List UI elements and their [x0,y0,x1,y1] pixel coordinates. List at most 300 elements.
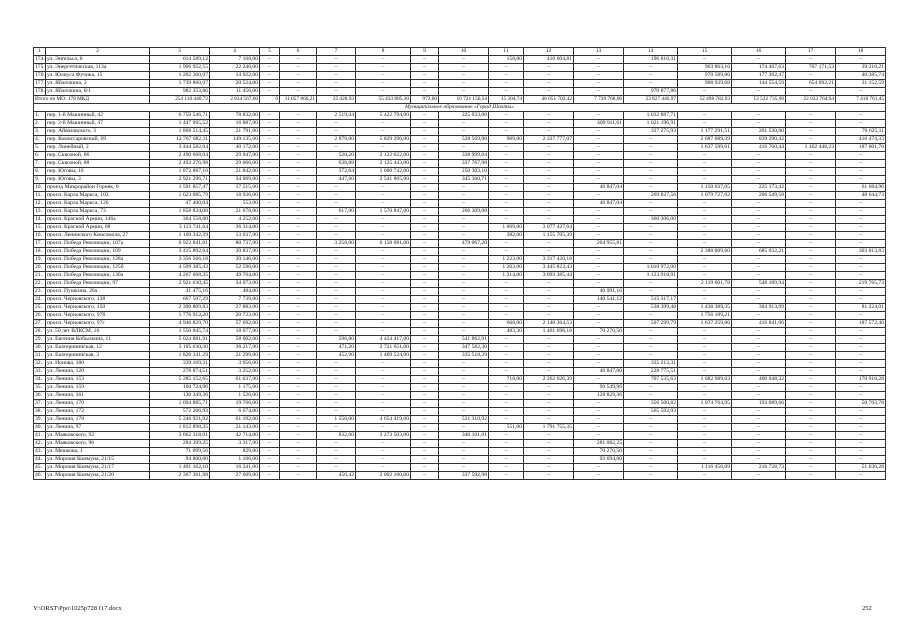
table-cell: – [280,184,317,192]
table-cell: – [786,288,836,296]
table-row [34,280,886,288]
table-cell: – [574,432,624,440]
table-cell: 2 337 777,07 [524,136,574,144]
table-cell: – [411,344,439,352]
table-cell: 19. [34,256,46,264]
table-cell: – [411,432,439,440]
table-cell: – [489,296,524,304]
table-cell: – [489,448,524,456]
table-cell: – [260,136,280,144]
address-cell: просп. Красной Армии, 146а [46,216,150,224]
table-cell: – [356,184,411,192]
table-cell: 1 469 524,00 [356,352,411,360]
total-value: 22 033 764,94 [786,96,836,104]
table-cell: 5 246 921,92 [150,416,210,424]
table-cell: 21 791,00 [210,128,260,136]
table-cell: – [786,216,836,224]
table-cell: – [260,448,280,456]
table-row [34,440,886,448]
table-cell: 33. [34,368,46,376]
address-cell: ул. Евгения Кобылкина, 11 [46,336,150,344]
table-cell: – [524,192,574,200]
table-cell: – [624,392,678,400]
table-cell: – [786,336,836,344]
table-cell: – [574,336,624,344]
table-cell: – [280,456,317,464]
table-cell: 1 203,00 [489,264,524,272]
table-cell: – [411,176,439,184]
table-cell: – [356,376,411,384]
table-cell: – [280,384,317,392]
table-cell: 58 602,00 [210,336,260,344]
table-cell: – [574,312,624,320]
total-value: 25 428,93 [317,96,356,104]
table-cell: – [317,80,356,88]
table-cell: – [732,416,786,424]
table-cell: – [489,360,524,368]
table-cell: 250 303,10 [439,168,489,176]
table-cell: 21 678,00 [210,208,260,216]
table-cell: – [786,376,836,384]
table-cell: 2 388 009,60 [678,248,732,256]
table-row [34,88,886,96]
total-label: Итого по МО: 178 МКД [34,96,150,104]
table-cell: – [678,360,732,368]
table-cell: 3 093 385,44 [524,272,574,280]
table-row [34,192,886,200]
table-cell: – [439,256,489,264]
column-number: 10 [439,48,489,56]
column-number: 2 [46,48,150,56]
section-row [34,104,886,112]
table-cell: – [489,304,524,312]
table-cell: – [624,440,678,448]
table-cell: – [574,424,624,432]
table-cell: 41. [34,432,46,440]
table-cell: 1 637 599,61 [678,144,732,152]
table-cell: – [317,296,356,304]
table-cell: – [524,152,574,160]
table-cell: 39 210,21 [836,64,886,72]
table-cell: – [260,304,280,312]
table-cell: 3 444 582,04 [150,144,210,152]
table-cell: – [574,176,624,184]
table-cell: – [786,192,836,200]
table-cell: 346 101,01 [439,432,489,440]
table-cell: – [356,192,411,200]
table-cell: 6 158 081,00 [356,240,411,248]
table-cell: – [732,392,786,400]
table-cell: 80 737,00 [210,240,260,248]
table-cell: – [317,72,356,80]
table-cell: – [786,120,836,128]
table-cell: – [411,328,439,336]
table-cell: 40 172,00 [210,144,260,152]
address-cell: ул. Ленина, 120 [46,368,150,376]
table-cell: 78 832,00 [210,112,260,120]
address-cell: пер. Сквозной, 86 [46,152,150,160]
table-cell: – [786,152,836,160]
address-cell: ул. Мирошя Коммуна, 21/20 [46,472,150,480]
address-cell: просп. Черновского, 97г [46,320,150,328]
table-cell: – [732,224,786,232]
table-cell: – [280,440,317,448]
column-number: 16 [732,48,786,56]
table-cell: 4 946 829,70 [150,320,210,328]
table-cell: – [411,384,439,392]
table-cell: – [786,392,836,400]
table-row [34,176,886,184]
table-cell: – [732,200,786,208]
table-cell: 382,00 [489,232,524,240]
table-cell: 3 662 318,01 [150,432,210,440]
table-cell: 410 604,81 [524,56,574,64]
table-cell: 7 168,00 [210,56,260,64]
table-cell: 31 152,59 [836,80,886,88]
table-cell: 225 173,42 [732,184,786,192]
table-cell: – [574,160,624,168]
table-row [34,352,886,360]
table-cell: 8. [34,168,46,176]
table-cell: – [489,152,524,160]
table-cell: – [678,56,732,64]
table-cell: – [624,328,678,336]
address-cell: ул. Ленина, 153 [46,376,150,384]
table-cell: – [356,384,411,392]
table-cell: 28. [34,328,46,336]
table-cell: 3 105 630,30 [150,344,210,352]
table-cell: 2 721 651,00 [356,344,411,352]
table-cell: 1 079 727,62 [678,192,732,200]
table-cell: – [732,288,786,296]
table-cell: 46 847,04 [574,184,624,192]
table-cell: – [624,424,678,432]
table-cell: 335 518,29 [439,352,489,360]
table-cell: 551,00 [489,424,524,432]
table-cell: – [317,224,356,232]
table-cell: – [624,72,678,80]
table-cell: 335 213,31 [624,360,678,368]
table-cell: – [411,152,439,160]
table-cell: – [260,120,280,128]
table-cell: 34 069,00 [210,176,260,184]
table-row [34,416,886,424]
table-cell: 225 033,00 [439,112,489,120]
table-cell: 178. [35,88,45,94]
table-cell: 47 400,04 [150,200,210,208]
table-cell: – [317,200,356,208]
table-cell: 1 776 912,20 [150,312,210,320]
table-cell: – [411,264,439,272]
table-cell: 2 262 026,39 [524,376,574,384]
table-cell: – [678,368,732,376]
table-cell: – [356,72,411,80]
table-cell: – [624,80,678,88]
table-cell: 176. [35,72,45,78]
table-cell: – [524,176,574,184]
table-cell: – [411,208,439,216]
total-value: 11 057 866,21 [280,96,317,104]
table-cell: – [260,464,280,472]
table-cell: – [439,64,489,72]
table-cell: 7 739,00 [210,296,260,304]
table-cell: 261 530,90 [732,128,786,136]
table-row [34,344,886,352]
table-cell: – [836,392,886,400]
page-number: 252 [862,605,872,612]
table-cell: – [260,256,280,264]
table-cell: 2 119 601,78 [678,280,732,288]
table-cell: – [732,344,786,352]
table-cell: – [356,288,411,296]
table-cell: – [786,424,836,432]
table-cell: – [356,392,411,400]
table-cell: – [524,408,574,416]
table-cell: 70 270,56 [574,448,624,456]
table-cell: – [574,128,624,136]
table-cell: – [678,328,732,336]
address-cell: просп. Карла Маркса, 103 [46,192,150,200]
table-cell: – [624,144,678,152]
table-cell: – [489,344,524,352]
table-cell: – [439,288,489,296]
table-cell: 2 687 089,39 [678,136,732,144]
table-cell: 1 623 085,79 [150,192,210,200]
table-cell: – [524,312,574,320]
table-cell: – [732,352,786,360]
table-cell: – [678,336,732,344]
total-value: 7 739 768,06 [574,96,624,104]
table-cell: – [489,384,524,392]
table-cell: – [574,416,624,424]
table-cell: – [411,72,439,80]
table-cell: – [786,224,836,232]
table-cell: – [678,440,732,448]
column-number: 15 [678,48,732,56]
table-cell: – [489,464,524,472]
table-cell: 515 317,17 [624,296,678,304]
table-body [34,48,886,480]
table-cell: – [524,112,574,120]
table-cell: – [786,344,836,352]
table-cell: – [280,192,317,200]
table-cell: – [732,440,786,448]
address-cell: пер. 1-й Машинный, 42 [46,112,150,120]
table-cell: – [411,368,439,376]
table-cell: – [678,344,732,352]
table-cell: – [356,448,411,456]
table-cell: 11 456,00 [210,88,260,96]
table-cell: – [411,320,439,328]
table-cell: – [411,128,439,136]
table-cell: – [678,176,732,184]
table-cell: 18 936,00 [210,192,260,200]
table-cell: – [786,200,836,208]
table-cell: – [280,208,317,216]
document-path: Y:\ORST\Ppo\1025p728 f17.docx [33,605,122,612]
table-cell: – [489,368,524,376]
table-cell: – [574,56,624,64]
table-cell: – [574,280,624,288]
table-cell: – [836,160,886,168]
table-cell: – [280,136,317,144]
table-row [34,128,886,136]
table-cell: 16. [34,232,46,240]
table-cell: – [260,80,280,88]
table-cell: – [678,456,732,464]
table-cell: – [280,312,317,320]
table-cell: – [524,360,574,368]
table-cell: 25. [34,304,46,312]
table-cell: 94 800,00 [150,456,210,464]
table-cell: – [280,112,317,120]
table-cell: – [260,336,280,344]
table-cell: – [411,168,439,176]
table-cell: 29. [34,336,46,344]
column-number: 3 [150,48,210,56]
table-cell: – [836,432,886,440]
table-cell: – [732,232,786,240]
table-cell: 1 550,00 [317,416,356,424]
table-cell: – [489,176,524,184]
table-cell: 206 549,58 [732,192,786,200]
table-cell: – [280,304,317,312]
table-cell: – [574,168,624,176]
table-cell: – [280,336,317,344]
table-cell: – [280,120,317,128]
table-cell: 541 862,91 [439,336,489,344]
address-cell: пер. Юговы, 10 [46,168,150,176]
table-cell: 2 921 630,45 [150,280,210,288]
table-cell: 36 314,00 [210,224,260,232]
table-row [34,184,886,192]
table-cell: 219 765,73 [836,280,886,288]
address-cell: ул. Ленина, 172 [46,408,150,416]
table-row [34,368,886,376]
address-cell: ул. Маяковского, 96 [46,440,150,448]
table-cell: – [439,424,489,432]
table-cell: 707 535,63 [624,376,678,384]
table-cell: 46 847,00 [574,368,624,376]
table-cell: – [260,128,280,136]
table-cell: – [836,200,886,208]
address-cell: ул. Ленина, 161 [46,392,150,400]
table-cell: – [786,88,836,96]
table-cell: 48 644,73 [836,192,886,200]
table-cell: 1 223,00 [489,256,524,264]
table-cell: – [489,120,524,128]
table-cell: – [280,360,317,368]
table-cell: – [356,424,411,432]
table-cell: 284 399,25 [150,440,210,448]
table-cell: – [317,184,356,192]
table-cell: – [356,80,411,88]
table-row [34,288,886,296]
table-cell: 36 217,00 [210,344,260,352]
table-cell: 1 637 259,86 [678,320,732,328]
table-cell: – [411,464,439,472]
table-cell: – [624,184,678,192]
table-cell: – [732,120,786,128]
table-cell: – [678,152,732,160]
total-value: 6 [260,96,280,104]
table-cell: – [317,120,356,128]
table-cell: – [836,168,886,176]
table-cell: 4 267 068,35 [150,272,210,280]
table-cell: – [489,280,524,288]
address-cell: ул. Яблочкина, 8/1 [46,88,150,96]
table-cell: – [280,88,317,96]
table-cell: – [574,472,624,480]
table-cell: 21 143,00 [210,424,260,432]
table-cell: – [836,408,886,416]
table-cell: 27. [34,320,46,328]
table-cell: – [524,448,574,456]
table-cell: 45. [34,464,46,472]
table-cell: – [439,280,489,288]
table-cell: – [356,200,411,208]
table-cell: – [524,128,574,136]
column-number: 13 [574,48,624,56]
table-cell: 140 541,12 [574,296,624,304]
table-cell: 1 123 918,91 [624,272,678,280]
table-cell: – [280,296,317,304]
table-cell: 99 549,96 [574,384,624,392]
table-cell: – [786,72,836,80]
table-cell: – [678,120,732,128]
table-cell: 16 887,00 [210,120,260,128]
table-cell: – [624,280,678,288]
table-cell: 982 353,86 [150,88,210,96]
table-cell: 553,00 [210,200,260,208]
total-value: 7 418 761,45 [836,96,886,104]
table-cell: – [280,168,317,176]
address-cell: ул. Ленина, 97 [46,424,150,432]
table-cell: – [411,392,439,400]
address-cell: пер. Сквозной, 88 [46,160,150,168]
table-cell: – [489,352,524,360]
table-cell: 34 073,00 [210,280,260,288]
table-cell: 667 597,29 [150,296,210,304]
table-cell: – [280,432,317,440]
table-row [34,72,886,80]
table-cell: – [836,272,886,280]
table-cell: – [317,88,356,96]
table-cell: – [624,248,678,256]
table-cell: – [260,352,280,360]
table-cell: 1 461 698,18 [524,328,574,336]
table-cell: – [260,400,280,408]
table-cell: 196 816,31 [624,56,678,64]
table-cell: – [732,208,786,216]
table-cell: 1 858 834,08 [150,208,210,216]
table-cell: – [524,184,574,192]
table-cell: – [836,352,886,360]
table-cell: – [411,408,439,416]
table-cell: – [786,208,836,216]
table-cell: – [786,248,836,256]
table-cell: – [836,328,886,336]
table-row [34,472,886,480]
table-cell: 416 760,44 [732,144,786,152]
table-cell: – [786,160,836,168]
table-cell: – [732,448,786,456]
table-cell: 1 550 045,74 [150,328,210,336]
table-cell: – [574,304,624,312]
table-cell: – [489,128,524,136]
table-cell: – [524,168,574,176]
table-cell: 3 415 892,64 [150,248,210,256]
